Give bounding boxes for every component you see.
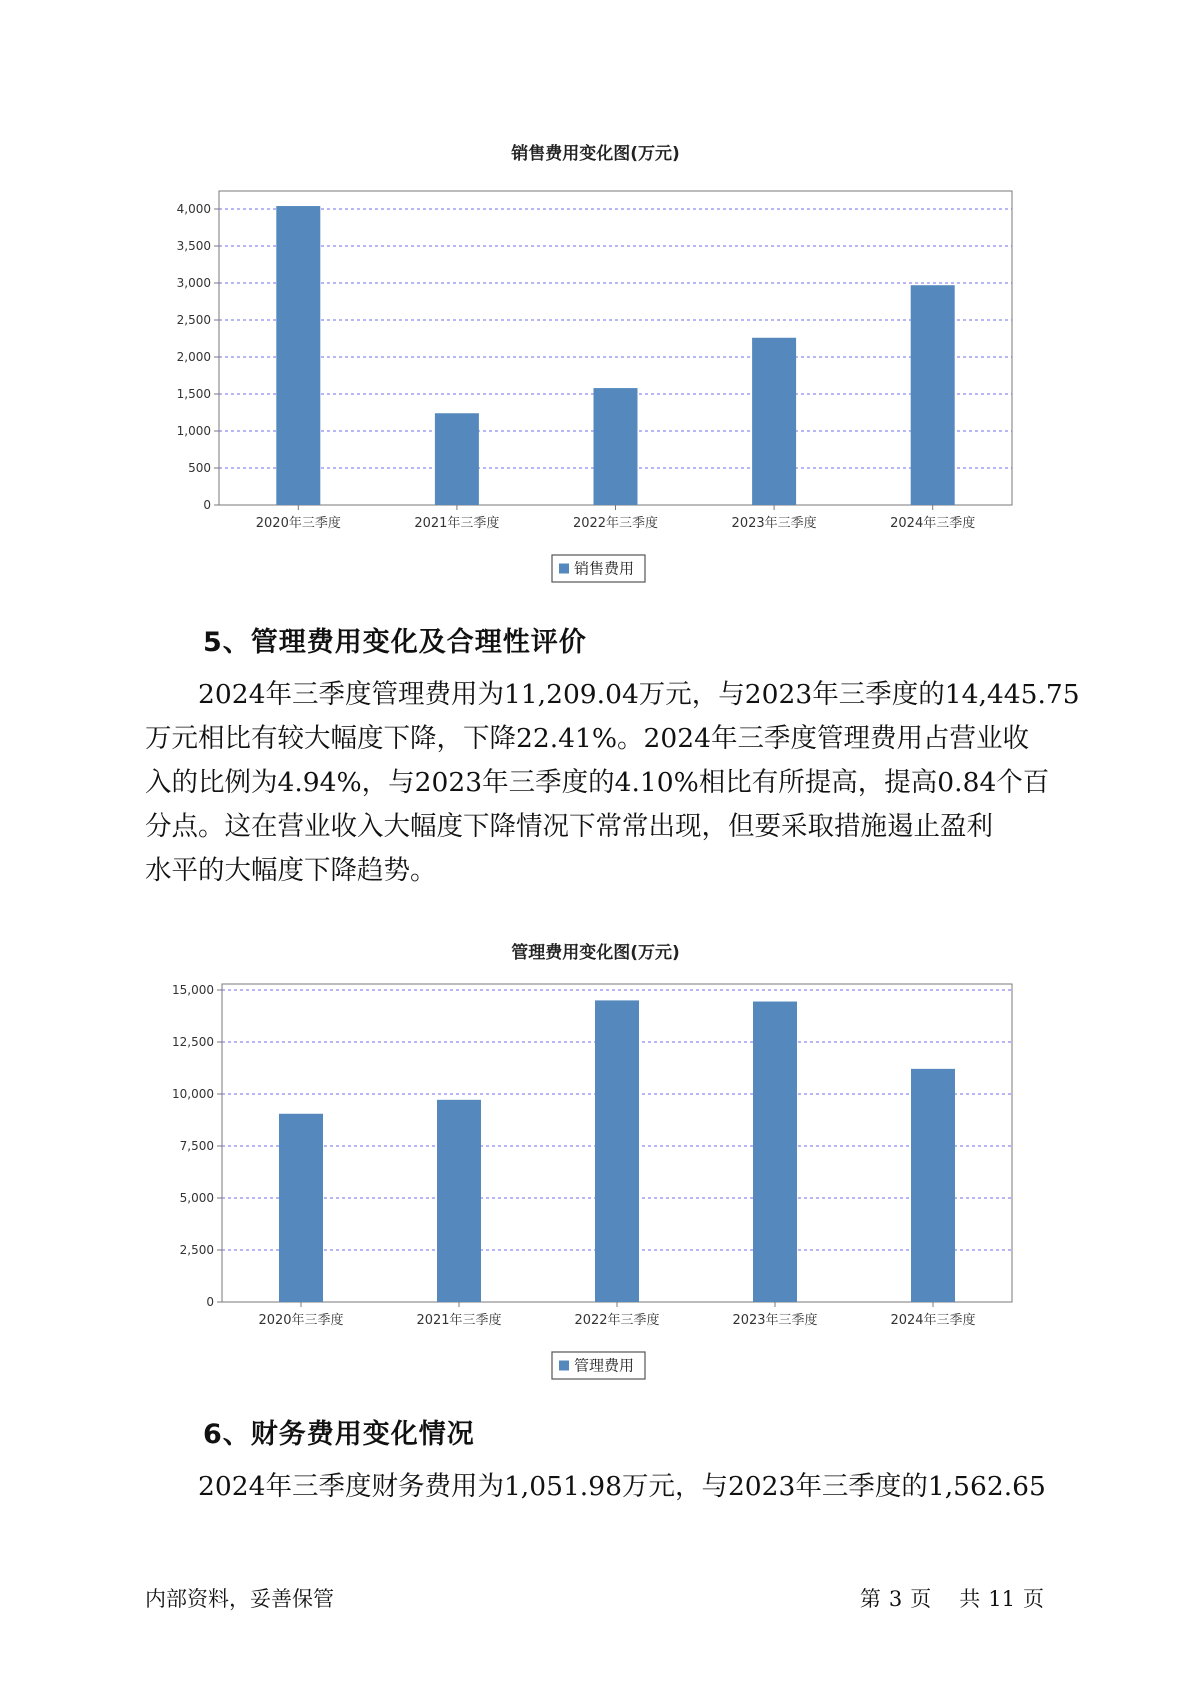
- chart2-ytick-label: 2,500: [179, 1243, 214, 1257]
- chart1-ytick-label: 4,000: [176, 202, 211, 216]
- chart1-ytick-label: 2,500: [176, 313, 211, 327]
- chart1-ytick-label: 1,000: [176, 424, 211, 438]
- page-prefix: 第: [859, 1587, 881, 1611]
- page-unit: 页: [910, 1587, 932, 1611]
- section5-heading: 5、管理费用变化及合理性评价: [203, 627, 587, 658]
- chart2-bar: [911, 1069, 955, 1302]
- chart1-ytick-label: 3,000: [176, 276, 211, 290]
- chart2-ytick-label: 10,000: [172, 1087, 214, 1101]
- section5-line-5: 水平的大幅度下降趋势。: [145, 855, 437, 886]
- chart1-ytick-label: 500: [188, 461, 211, 475]
- section6-heading: 6、财务费用变化情况: [203, 1419, 475, 1450]
- chart2-xtick-label: 2021年三季度: [416, 1313, 502, 1328]
- chart2-bar: [437, 1100, 481, 1302]
- chart1-ytick-label: 2,000: [176, 350, 211, 364]
- chart2-title: 管理费用变化图(万元): [511, 943, 680, 963]
- total-prefix: 共: [959, 1587, 981, 1611]
- footer-confidential: 内部资料，妥善保管: [145, 1587, 334, 1611]
- chart1-xtick-label: 2020年三季度: [255, 516, 341, 531]
- chart2-xtick-label: 2020年三季度: [258, 1313, 344, 1328]
- chart2-xtick-label: 2024年三季度: [890, 1313, 976, 1328]
- chart2-bar: [279, 1114, 323, 1302]
- section5-line-3: 入的比例为4.94%，与2023年三季度的4.10%相比有所提高，提高0.84个百: [145, 767, 1050, 798]
- section5-line-2: 万元相比有较大幅度下降，下降22.41%。2024年三季度管理费用占营业收: [145, 723, 1029, 754]
- chart1-ytick-label: 3,500: [176, 239, 211, 253]
- section5-line-1: 2024年三季度管理费用为11,209.04万元，与2023年三季度的14,445.75: [198, 679, 1080, 710]
- chart2-xtick-label: 2023年三季度: [732, 1313, 818, 1328]
- chart2-legend-swatch: [559, 1361, 569, 1371]
- chart2-legend-label: 管理费用: [574, 1356, 635, 1375]
- page-total: 11: [988, 1587, 1015, 1611]
- chart1-xtick-label: 2023年三季度: [731, 516, 817, 531]
- chart2-bar: [595, 1000, 639, 1302]
- chart1-xtick-label: 2022年三季度: [572, 516, 659, 531]
- chart2-ytick-label: 7,500: [179, 1139, 214, 1153]
- chart2-ytick-label: 5,000: [179, 1191, 214, 1205]
- chart1-xtick-label: 2021年三季度: [414, 516, 500, 531]
- footer-page-number: [856, 1583, 1048, 1613]
- chart1-legend-label: 销售费用: [574, 559, 635, 578]
- page-current: 3: [888, 1587, 903, 1611]
- section6-line-1: 2024年三季度财务费用为1,051.98万元，与2023年三季度的1,562.65: [198, 1471, 1046, 1502]
- chart1-xtick-label: 2024年三季度: [890, 516, 976, 531]
- section5-line-4: 分点。这在营业收入大幅度下降情况下常常出现，但要采取措施遏止盈利: [145, 811, 993, 842]
- chart1-ytick-label: 1,500: [176, 387, 211, 401]
- chart2-ytick-label: 15,000: [172, 983, 214, 997]
- chart1-title: 销售费用变化图(万元): [511, 144, 680, 164]
- chart1-ytick-label: 0: [203, 498, 211, 512]
- total-unit: 页: [1023, 1587, 1044, 1611]
- chart2-ytick-label: 12,500: [172, 1035, 214, 1049]
- chart2-bar: [753, 1002, 797, 1302]
- chart2-xtick-label: 2022年三季度: [574, 1313, 660, 1328]
- section6-paragraph: [145, 1465, 1075, 1509]
- chart2-ytick-label: 0: [206, 1295, 214, 1309]
